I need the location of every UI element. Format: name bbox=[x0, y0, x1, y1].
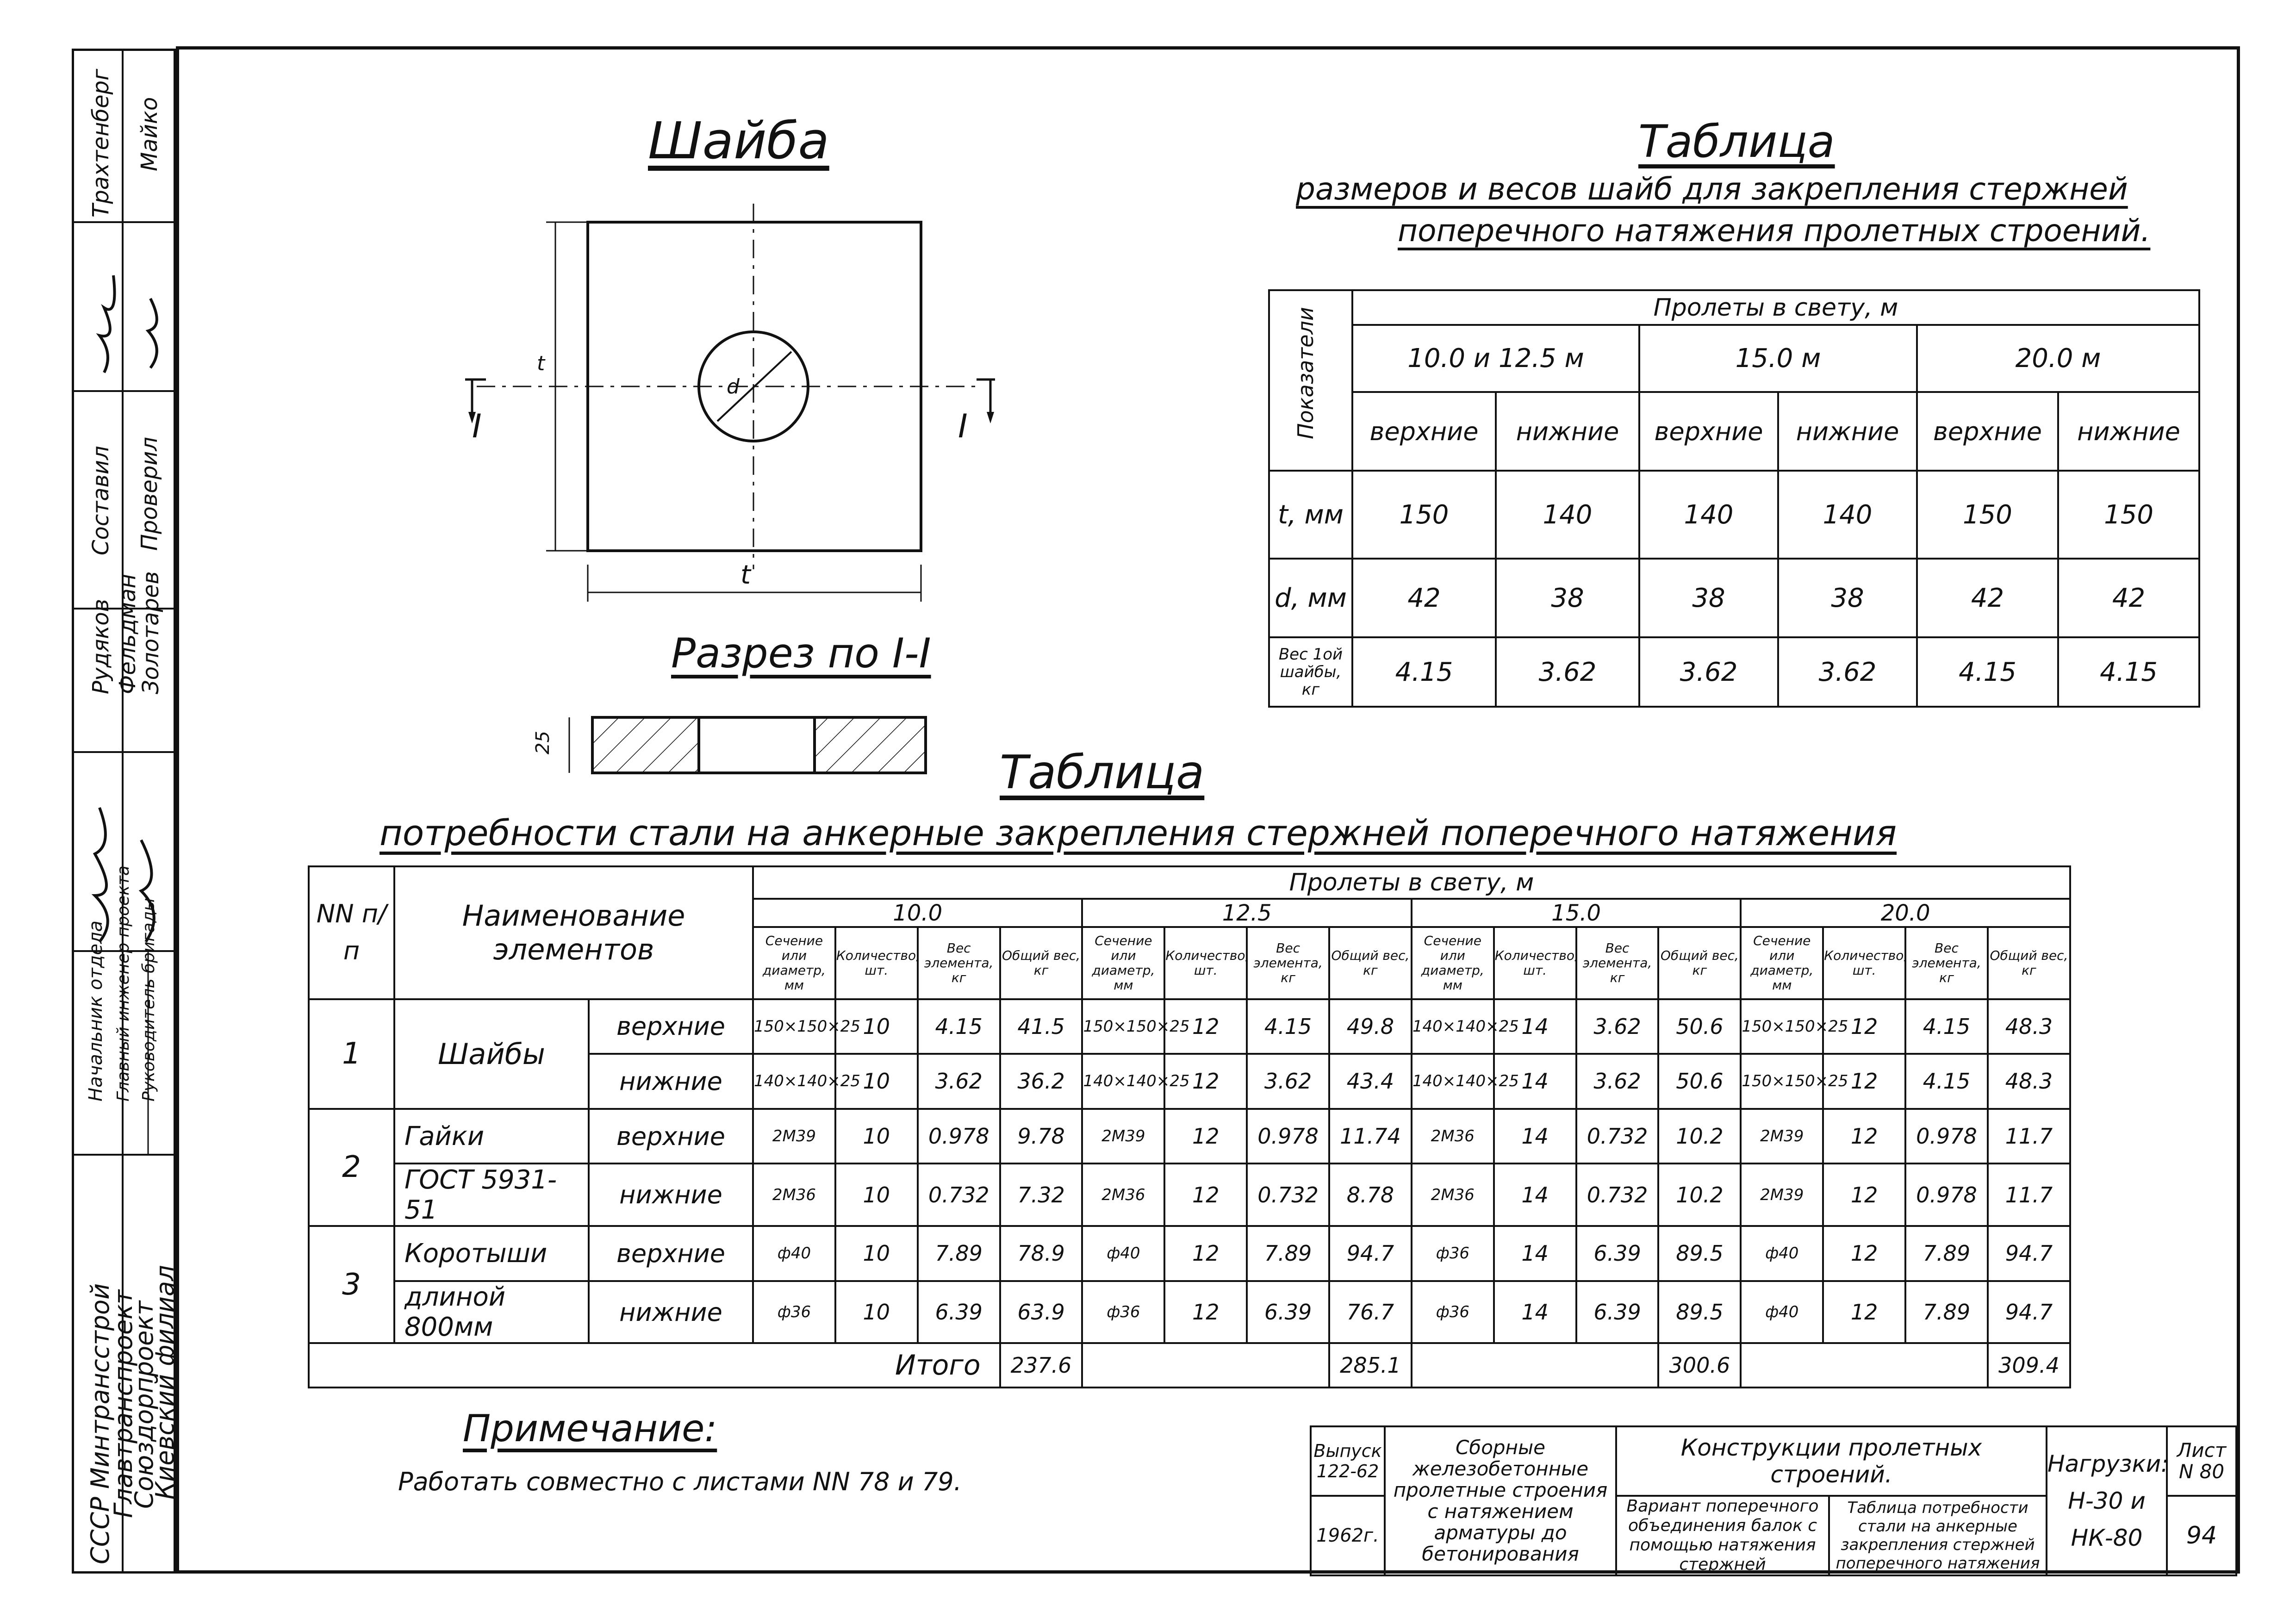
subcol-header: Количество, шт. bbox=[835, 927, 918, 999]
loads-cell bbox=[2047, 1426, 2167, 1575]
total-value: 285.1 bbox=[1329, 1343, 1412, 1388]
table-cell: 6.39 bbox=[1576, 1281, 1659, 1344]
table-cell: 42 bbox=[1917, 559, 2058, 637]
subheader-upper: верхние bbox=[1352, 392, 1496, 471]
issue-number: 122-62 bbox=[1316, 1461, 1379, 1481]
sheet-label: Лист N 80 bbox=[2167, 1426, 2236, 1496]
issue-cell bbox=[1311, 1426, 1385, 1496]
subheader-upper: верхние bbox=[1639, 392, 1778, 471]
indicators-header: Показатели bbox=[1293, 307, 1318, 439]
issue-label: Выпуск bbox=[1313, 1441, 1382, 1461]
span-group-header: 12.5 bbox=[1082, 899, 1411, 927]
table-cell: 3.62 bbox=[1576, 1054, 1659, 1109]
table-cell: 150×150×25 bbox=[1741, 999, 1823, 1054]
stamp-org-1: СССР Минтрансстрой bbox=[86, 1283, 115, 1564]
washer-table bbox=[1268, 289, 2200, 708]
table-cell: 2М36 bbox=[1412, 1164, 1494, 1226]
table-cell: 10 bbox=[835, 1281, 918, 1344]
table-cell: 7.89 bbox=[1905, 1226, 1988, 1281]
element-kind: нижние bbox=[589, 1281, 753, 1344]
table-cell: 14 bbox=[1494, 999, 1576, 1054]
stamp-name-trakhtenberg: Трахтенберг bbox=[88, 68, 114, 218]
sheet-title: Таблица потребности стали на анкерные закрепления стержней поперечного натяжения bbox=[1829, 1496, 2047, 1575]
table-cell: 10 bbox=[835, 1226, 918, 1281]
steel-table-subtitle: потребности стали на анкерные закрепления стержней поперечного натяжения bbox=[380, 812, 1897, 853]
table-cell: ф40 bbox=[1741, 1226, 1823, 1281]
element-kind: верхние bbox=[589, 999, 753, 1054]
table-cell: 48.3 bbox=[1988, 999, 2070, 1054]
total-spacer bbox=[1412, 1343, 1659, 1388]
subcol-header: Общий вес, кг bbox=[1988, 927, 2070, 999]
table-cell: 150×150×25 bbox=[1741, 1054, 1823, 1109]
table-cell: 0.732 bbox=[1247, 1164, 1329, 1226]
table-cell: 3.62 bbox=[1247, 1054, 1329, 1109]
table-cell: 42 bbox=[1352, 559, 1496, 637]
washer-table-subtitle-2: поперечного натяжения пролетных строений. bbox=[1398, 213, 2151, 249]
spans-header: Пролеты в свету, м bbox=[1352, 290, 2199, 325]
row-label-weight: Вес 1ой шайбы, кг bbox=[1269, 637, 1352, 707]
table-cell: 3.62 bbox=[1576, 999, 1659, 1054]
subheader-lower: нижние bbox=[2058, 392, 2199, 471]
loads-label: Нагрузки: bbox=[2047, 1450, 2169, 1477]
stamp-name-feldman: Фельдман bbox=[115, 573, 141, 694]
washer-section-drawing bbox=[528, 703, 944, 796]
table-cell: 0.978 bbox=[918, 1109, 1000, 1164]
table-cell: 7.89 bbox=[1247, 1226, 1329, 1281]
table-cell: 38 bbox=[1496, 559, 1639, 637]
element-name: длиной 800мм bbox=[394, 1281, 589, 1344]
subcol-header: Сечение или диаметр, мм bbox=[1412, 927, 1494, 999]
table-cell: 4.15 bbox=[1905, 999, 1988, 1054]
table-cell: 6.39 bbox=[1247, 1281, 1329, 1344]
washer-table-subtitle-1: размеров и весов шайб для закрепления стержней bbox=[1296, 171, 2128, 207]
loads-value: Н-30 и НК-80 bbox=[2068, 1487, 2146, 1551]
stamp-role-composed: Составил bbox=[88, 446, 114, 555]
table-cell: 14 bbox=[1494, 1109, 1576, 1164]
table-cell: 9.78 bbox=[1000, 1109, 1083, 1164]
subcol-header: Общий вес, кг bbox=[1329, 927, 1412, 999]
table-cell: 14 bbox=[1494, 1226, 1576, 1281]
table-cell: 140 bbox=[1639, 471, 1778, 559]
total-spacer bbox=[1741, 1343, 1988, 1388]
table-cell: 78.9 bbox=[1000, 1226, 1083, 1281]
section-marker-right: I bbox=[958, 407, 968, 445]
table-cell: 42 bbox=[2058, 559, 2199, 637]
table-cell: 4.15 bbox=[1917, 637, 2058, 707]
table-cell: 7.89 bbox=[918, 1226, 1000, 1281]
table-cell: 89.5 bbox=[1658, 1226, 1741, 1281]
table-cell: 2М39 bbox=[1741, 1109, 1823, 1164]
element-name: Коротыши bbox=[394, 1226, 589, 1281]
stamp-role-dept-head: Начальник отдела bbox=[85, 920, 106, 1101]
span-group-header: 15.0 bbox=[1412, 899, 1741, 927]
table-cell: 12 bbox=[1164, 1109, 1247, 1164]
section-title: Разрез по I-I bbox=[671, 629, 931, 677]
row-number: 2 bbox=[309, 1109, 394, 1226]
element-kind: нижние bbox=[589, 1054, 753, 1109]
table-cell: 8.78 bbox=[1329, 1164, 1412, 1226]
table-cell: 140×140×25 bbox=[1412, 1054, 1494, 1109]
table-cell: 12 bbox=[1164, 1281, 1247, 1344]
table-cell: 94.7 bbox=[1329, 1226, 1412, 1281]
stamp-name-zolotarev: Золотарев bbox=[138, 571, 164, 694]
table-cell: 140 bbox=[1778, 471, 1917, 559]
table-cell: 150×150×25 bbox=[753, 999, 835, 1054]
washer-title: Шайба bbox=[648, 111, 829, 170]
table-cell: 12 bbox=[1823, 1109, 1905, 1164]
series-title: Сборные железобетонные пролетные строения с натяжением арматуры до бетонирования bbox=[1385, 1426, 1616, 1575]
subheader-lower: нижние bbox=[1778, 392, 1917, 471]
table-cell: 4.15 bbox=[2058, 637, 2199, 707]
subcol-header: Сечение или диаметр, мм bbox=[1741, 927, 1823, 999]
stamp-role-checked: Проверил bbox=[137, 436, 162, 551]
span-group-2: 15.0 м bbox=[1639, 325, 1917, 392]
issue-year: 1962г. bbox=[1311, 1496, 1385, 1575]
span-group-1: 10.0 и 12.5 м bbox=[1352, 325, 1639, 392]
table-cell: 140 bbox=[1496, 471, 1639, 559]
table-cell: 38 bbox=[1778, 559, 1917, 637]
section-thickness-label: 25 bbox=[532, 731, 554, 754]
table-cell: 6.39 bbox=[918, 1281, 1000, 1344]
stamp-org-4: Киевский филиал bbox=[150, 1265, 180, 1500]
table-cell: 38 bbox=[1639, 559, 1778, 637]
total-value: 309.4 bbox=[1988, 1343, 2070, 1388]
stamp-name-maiko: Майко bbox=[137, 97, 162, 171]
table-cell: ф36 bbox=[1082, 1281, 1164, 1344]
table-cell: 12 bbox=[1823, 1054, 1905, 1109]
stamp-org-3: Союздорпроект bbox=[130, 1300, 159, 1509]
table-cell: 150 bbox=[1917, 471, 2058, 559]
table-cell: 3.62 bbox=[918, 1054, 1000, 1109]
table-cell: 0.732 bbox=[1576, 1109, 1659, 1164]
element-kind: верхние bbox=[589, 1109, 753, 1164]
table-cell: 11.7 bbox=[1988, 1164, 2070, 1226]
col-name-header: Наименование элементов bbox=[394, 866, 753, 999]
washer-table-title: Таблица bbox=[1638, 116, 1835, 168]
table-cell: ф36 bbox=[1412, 1226, 1494, 1281]
page-number: 94 bbox=[2167, 1496, 2236, 1575]
table-cell: 150 bbox=[2058, 471, 2199, 559]
note-text: Работать совместно с листами NN 78 и 79. bbox=[398, 1467, 962, 1496]
stamp-name-rudyakov: Рудяков bbox=[88, 598, 114, 694]
subcol-header: Количество, шт. bbox=[1494, 927, 1576, 999]
table-cell: 12 bbox=[1823, 1226, 1905, 1281]
table-cell: 50.6 bbox=[1658, 1054, 1741, 1109]
steel-table-title: Таблица bbox=[1000, 745, 1205, 799]
variant-text: Вариант поперечного объединения балок с помощью натяжения стержней bbox=[1616, 1496, 1829, 1575]
note-title: Примечание: bbox=[463, 1407, 717, 1450]
element-name: ГОСТ 5931-51 bbox=[394, 1164, 589, 1226]
washer-dim-d: d bbox=[727, 375, 740, 398]
indicators-header-cell bbox=[1269, 290, 1352, 471]
steel-table bbox=[308, 865, 2071, 1388]
subcol-header: Сечение или диаметр, мм bbox=[1082, 927, 1164, 999]
table-cell: 63.9 bbox=[1000, 1281, 1083, 1344]
table-cell: 4.15 bbox=[1247, 999, 1329, 1054]
table-cell: 0.978 bbox=[1247, 1109, 1329, 1164]
table-cell: 10 bbox=[835, 1054, 918, 1109]
table-cell: 12 bbox=[1164, 999, 1247, 1054]
table-cell: 3.62 bbox=[1778, 637, 1917, 707]
table-cell: 14 bbox=[1494, 1281, 1576, 1344]
stamp-role-chief-engineer: Главный инженер проекта bbox=[114, 865, 133, 1101]
table-cell: 43.4 bbox=[1329, 1054, 1412, 1109]
table-cell: 14 bbox=[1494, 1054, 1576, 1109]
subcol-header: Общий вес, кг bbox=[1000, 927, 1083, 999]
row-label-t: t, мм bbox=[1269, 471, 1352, 559]
table-cell: 48.3 bbox=[1988, 1054, 2070, 1109]
total-value: 237.6 bbox=[1000, 1343, 1083, 1388]
table-cell: 10.2 bbox=[1658, 1164, 1741, 1226]
table-cell: 94.7 bbox=[1988, 1226, 2070, 1281]
table-cell: 12 bbox=[1823, 1281, 1905, 1344]
table-cell: 41.5 bbox=[1000, 999, 1083, 1054]
table-cell: 150×150×25 bbox=[1082, 999, 1164, 1054]
table-cell: 11.7 bbox=[1988, 1109, 2070, 1164]
table-cell: ф36 bbox=[753, 1281, 835, 1344]
stamp-role-team-lead: Руководитель бригады bbox=[139, 898, 158, 1101]
element-kind: нижние bbox=[589, 1164, 753, 1226]
section-marker-left: I bbox=[472, 407, 482, 445]
subcol-header: Количество, шт. bbox=[1823, 927, 1905, 999]
table-cell: 4.15 bbox=[918, 999, 1000, 1054]
table-cell: 2М36 bbox=[1082, 1164, 1164, 1226]
subheader-lower: нижние bbox=[1496, 392, 1639, 471]
table-cell: 7.32 bbox=[1000, 1164, 1083, 1226]
table-cell: 6.39 bbox=[1576, 1226, 1659, 1281]
span-group-3: 20.0 м bbox=[1917, 325, 2199, 392]
table-cell: 11.74 bbox=[1329, 1109, 1412, 1164]
subcol-header: Сечение или диаметр, мм bbox=[753, 927, 835, 999]
table-cell: 0.978 bbox=[1905, 1164, 1988, 1226]
table-cell: 7.89 bbox=[1905, 1281, 1988, 1344]
table-cell: 12 bbox=[1164, 1164, 1247, 1226]
table-cell: 2М36 bbox=[753, 1164, 835, 1226]
table-cell: 0.978 bbox=[1905, 1109, 1988, 1164]
subcol-header: Количество, шт. bbox=[1164, 927, 1247, 999]
total-spacer bbox=[1082, 1343, 1329, 1388]
table-cell: 0.732 bbox=[918, 1164, 1000, 1226]
row-number: 3 bbox=[309, 1226, 394, 1343]
table-cell: 3.62 bbox=[1639, 637, 1778, 707]
table-cell: 4.15 bbox=[1905, 1054, 1988, 1109]
washer-dim-t-bottom: t bbox=[740, 560, 751, 590]
table-cell: 50.6 bbox=[1658, 999, 1741, 1054]
table-cell: 36.2 bbox=[1000, 1054, 1083, 1109]
total-label: Итого bbox=[309, 1343, 1000, 1388]
table-cell: 4.15 bbox=[1352, 637, 1496, 707]
subcol-header: Вес элемента, кг bbox=[1905, 927, 1988, 999]
table-cell: 76.7 bbox=[1329, 1281, 1412, 1344]
table-cell: ф36 bbox=[1412, 1281, 1494, 1344]
construction-title: Конструкции пролетных строений. bbox=[1616, 1426, 2047, 1496]
element-name: Гайки bbox=[394, 1109, 589, 1164]
subcol-header: Вес элемента, кг bbox=[1247, 927, 1329, 999]
span-group-header: 20.0 bbox=[1741, 899, 2070, 927]
element-name: Шайбы bbox=[394, 999, 589, 1109]
table-cell: ф40 bbox=[1741, 1281, 1823, 1344]
table-cell: 89.5 bbox=[1658, 1281, 1741, 1344]
table-cell: ф40 bbox=[1082, 1226, 1164, 1281]
table-cell: 140×140×25 bbox=[1082, 1054, 1164, 1109]
spans-header: Пролеты в свету, м bbox=[753, 866, 2070, 899]
table-cell: 12 bbox=[1164, 1054, 1247, 1109]
total-value: 300.6 bbox=[1658, 1343, 1741, 1388]
table-cell: 140×140×25 bbox=[753, 1054, 835, 1109]
element-kind: верхние bbox=[589, 1226, 753, 1281]
table-cell: 150 bbox=[1352, 471, 1496, 559]
subcol-header: Вес элемента, кг bbox=[918, 927, 1000, 999]
table-cell: 2М39 bbox=[753, 1109, 835, 1164]
span-group-header: 10.0 bbox=[753, 899, 1082, 927]
table-cell: 2М39 bbox=[1741, 1164, 1823, 1226]
table-cell: 94.7 bbox=[1988, 1281, 2070, 1344]
subheader-upper: верхние bbox=[1917, 392, 2058, 471]
table-cell: 12 bbox=[1823, 1164, 1905, 1226]
table-cell: 2М39 bbox=[1082, 1109, 1164, 1164]
row-number: 1 bbox=[309, 999, 394, 1109]
table-cell: 10 bbox=[835, 999, 918, 1054]
table-cell: 2М36 bbox=[1412, 1109, 1494, 1164]
table-cell: 14 bbox=[1494, 1164, 1576, 1226]
table-cell: 0.732 bbox=[1576, 1164, 1659, 1226]
title-block bbox=[1310, 1425, 2237, 1576]
subcol-header: Общий вес, кг bbox=[1658, 927, 1741, 999]
table-cell: 10 bbox=[835, 1109, 918, 1164]
table-cell: 140×140×25 bbox=[1412, 999, 1494, 1054]
table-cell: 10.2 bbox=[1658, 1109, 1741, 1164]
washer-dim-t-side: t bbox=[537, 352, 545, 375]
table-cell: 12 bbox=[1164, 1226, 1247, 1281]
subcol-header: Вес элемента, кг bbox=[1576, 927, 1659, 999]
col-num-header: NN п/п bbox=[309, 866, 394, 999]
table-cell: ф40 bbox=[753, 1226, 835, 1281]
table-cell: 12 bbox=[1823, 999, 1905, 1054]
signatures bbox=[72, 49, 176, 1574]
table-cell: 49.8 bbox=[1329, 999, 1412, 1054]
row-label-d: d, мм bbox=[1269, 559, 1352, 637]
stamp-org-2: Главтранспроект bbox=[109, 1289, 138, 1518]
table-cell: 10 bbox=[835, 1164, 918, 1226]
table-cell: 3.62 bbox=[1496, 637, 1639, 707]
